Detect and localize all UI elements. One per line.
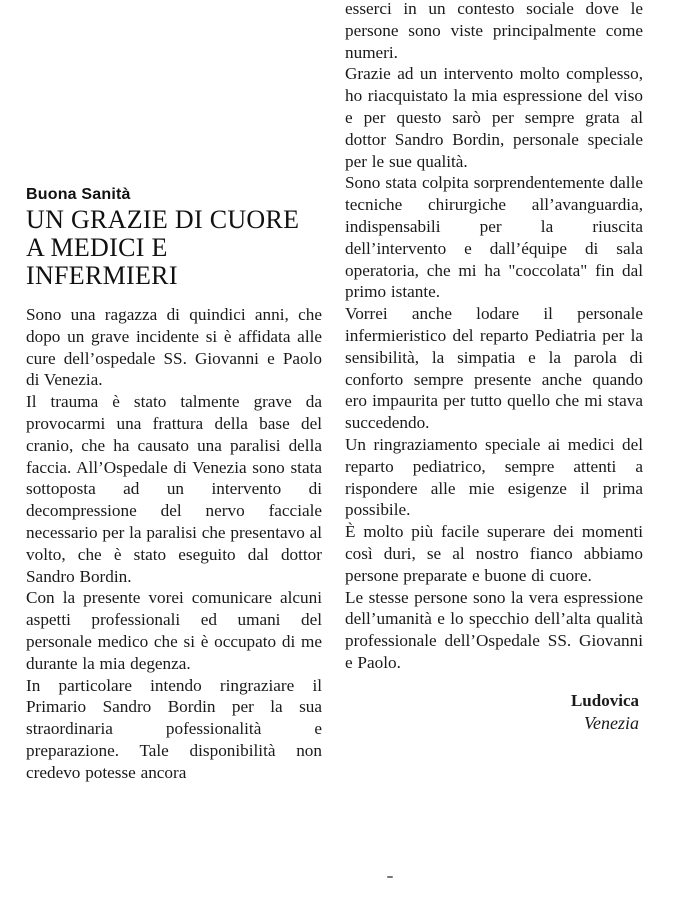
paragraph: Con la presente vorei comunicare alcuni aspetti professionali ed umani del personale medico che si è occupato di me durante la mia degenza. (26, 588, 322, 673)
print-speck (387, 876, 393, 878)
paragraph: Le stesse persone sono la vera espressione dell’umanità e lo specchio dell’alta qualità professionale dell’Ospedale SS. Giovanni e Paolo. (345, 587, 643, 672)
paragraph: Sono stata colpita sorprendentemente dalle tecniche chirurgiche all’avanguardia, indispensabili per la riuscita dell’intervento e dall’équipe di sala operatoria, che mi ha "coccolata" fin dal primo istante. (345, 173, 643, 302)
paragraph: Un ringraziamento speciale ai medici del reparto pediatrico, sempre attenti a rispondere alle mie esigenze il prima possibile. (345, 434, 643, 520)
left-column (26, 186, 322, 784)
right-column (345, 0, 643, 734)
headline-line-2: A MEDICI E INFERMIERI (26, 233, 178, 290)
signature-block (345, 690, 643, 734)
paragraph: È molto più facile superare dei momenti così duri, se al nostro fianco abbiamo persone preparate e buone di cuore. (345, 522, 643, 585)
signature-name: Ludovica (570, 690, 639, 710)
headline-line-1: UN GRAZIE DI CUORE (26, 205, 300, 234)
paragraph: Grazie ad un intervento molto complesso, ho riacquistato la mia espressione del viso e per questo sarò per sempre grata al dottor Sandro Bordin, personale speciale per le sue qualità. (345, 64, 643, 171)
signature-place: Venezia (584, 712, 639, 733)
paragraph: Sono una ragazza di quindici anni, che dopo un grave incidente si è affidata alle cure dell’ospedale SS. Giovanni e Paolo di Venezia. (26, 305, 322, 390)
paragraph: Il trauma è stato talmente grave da provocarmi una frattura della base del cranio, che ha causato una paralisi della faccia. All’Ospedale di Venezia sono stata sottoposta ad un intervento di decompressione del nervo facciale necessario per la paralisi che presentavo al volto, che è stato eseguito dal dottor Sandro Bordin. (26, 392, 323, 586)
article-headline (26, 206, 322, 290)
section-kicker: Buona Sanità (26, 186, 131, 203)
paragraph: esserci in un contesto sociale dove le persone sono viste principalmente come numeri. (345, 0, 643, 62)
paragraph: In particolare intendo ringraziare il Primario Sandro Bordin per la sua straordinaria pofessionalità e preparazione. Tale disponibilità non credevo potesse ancora (26, 675, 322, 782)
paragraph: Vorrei anche lodare il personale infermieristico del reparto Pediatria per la sensibilità, la simpatia e la parola di conforto sempre presente anche quando ero impaurita per tutto quello che mi stava succedendo. (345, 304, 643, 433)
